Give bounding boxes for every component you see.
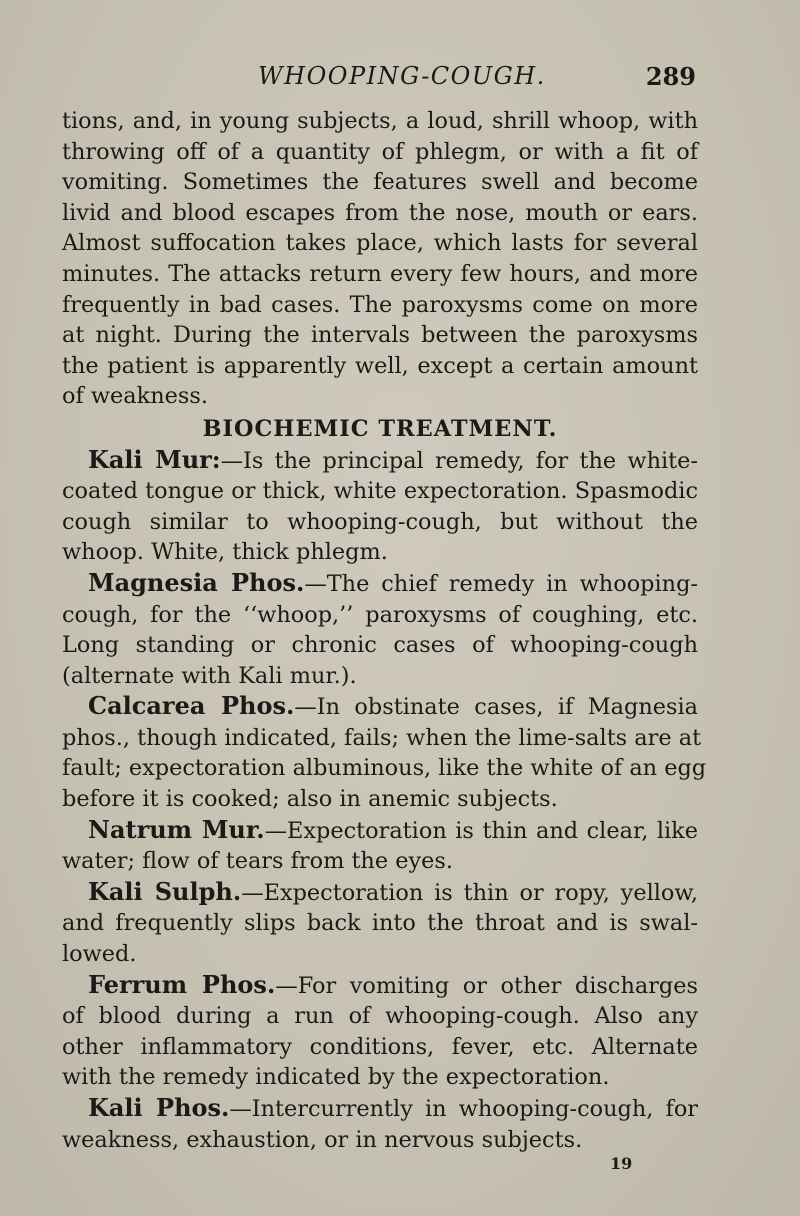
text-line: water; flow of tears from the eyes.: [62, 848, 453, 875]
text-line: [62, 1093, 698, 1125]
text-line: and frequently slips back into the throat and is swal-: [62, 910, 698, 937]
text-line: of weakness.: [62, 383, 208, 410]
remedy-name: Natrum Mur.: [88, 814, 265, 844]
remedy-description: —In obstinate cases, if Magnesia: [294, 694, 699, 721]
remedy-paragraph: [62, 691, 707, 814]
remedy-name: Magnesia Phos.: [88, 567, 305, 597]
text-line: phos., though indicated, fails; when the lime-salts are at: [62, 724, 702, 751]
remedy-description: —Is the principal remedy, for the white-: [220, 447, 698, 474]
remedy-description: —For vomiting or other discharges: [275, 972, 698, 999]
remedy-name: Ferrum Phos.: [88, 969, 276, 999]
text-line: minutes. The attacks return every few hours, and more: [62, 260, 698, 287]
text-line: frequently in bad cases. The paroxysms come on more: [62, 291, 698, 318]
text-line: [62, 970, 698, 1002]
text-line: whoop. White, thick phlegm.: [62, 539, 388, 566]
page-number: 289: [645, 62, 696, 91]
book-page: [62, 62, 707, 1192]
text-line: fault; expectoration albuminous, like the white of an egg: [62, 755, 707, 782]
remedy-paragraph: [62, 445, 698, 568]
intro-paragraph: [62, 106, 698, 412]
text-line: Long standing or chronic cases of whooping-cough: [62, 632, 698, 659]
remedy-paragraph: [62, 970, 698, 1093]
text-line: coated tongue or thick, white expectoration. Spasmodic: [62, 478, 698, 505]
remedy-list: [62, 444, 707, 1156]
text-line: vomiting. Sometimes the features swell and become: [62, 169, 698, 196]
remedy-paragraph: [62, 815, 698, 877]
remedy-name: Kali Phos.: [88, 1093, 230, 1122]
remedy-name: Kali Sulph.: [88, 876, 242, 906]
text-line: before it is cooked; also in anemic subjects.: [62, 786, 558, 813]
text-line: at night. During the intervals between the paroxysms: [62, 322, 698, 349]
running-head: [62, 62, 698, 106]
text-line: [62, 815, 698, 847]
section-heading: BIOCHEMIC TREATMENT.: [202, 415, 558, 442]
signature-mark: 19: [610, 1154, 633, 1173]
running-title: WHOOPING-COUGH.: [258, 62, 546, 90]
text-line: throwing off of a quantity of phlegm, or with a fit of: [62, 138, 698, 165]
text-line: with the remedy indicated by the expectoration.: [62, 1064, 610, 1091]
text-line: [62, 877, 698, 909]
text-line: weakness, exhaustion, or in nervous subjects.: [62, 1126, 583, 1153]
remedy-description: —The chief remedy in whooping-: [304, 570, 698, 597]
remedy-paragraph: [62, 877, 698, 970]
remedy-description: —Expectoration is thin and clear, like: [264, 817, 698, 844]
text-line: Almost suffocation takes place, which lasts for several: [62, 230, 698, 257]
text-line: cough, for the ‘‘whoop,’’ paroxysms of coughing, etc.: [62, 601, 698, 628]
text-line: livid and blood escapes from the nose, mouth or ears.: [62, 199, 698, 226]
remedy-paragraph: [62, 1093, 698, 1155]
text-line: other inflammatory conditions, fever, etc. Alternate: [62, 1033, 698, 1060]
text-line: [62, 568, 698, 600]
remedy-name: Calcarea Phos.: [88, 691, 295, 721]
remedy-description: —Intercurrently in whooping-cough, for: [229, 1096, 699, 1122]
text-line: tions, and, in young subjects, a loud, shrill whoop, with: [62, 108, 698, 134]
remedy-name: Kali Mur:: [88, 444, 221, 474]
remedy-description: —Expectoration is thin or ropy, yellow,: [241, 879, 698, 906]
text-line: lowed.: [62, 941, 137, 968]
text-line: cough similar to whooping-cough, but without the: [62, 508, 698, 535]
remedy-paragraph: [62, 568, 698, 691]
text-line: (alternate with Kali mur.).: [62, 662, 357, 689]
text-line: of blood during a run of whooping-cough. Also any: [62, 1003, 698, 1030]
text-line: [62, 445, 698, 477]
text-line: the patient is apparently well, except a certain amount: [62, 352, 698, 379]
text-line: [62, 691, 698, 723]
body-text: [62, 106, 707, 1155]
